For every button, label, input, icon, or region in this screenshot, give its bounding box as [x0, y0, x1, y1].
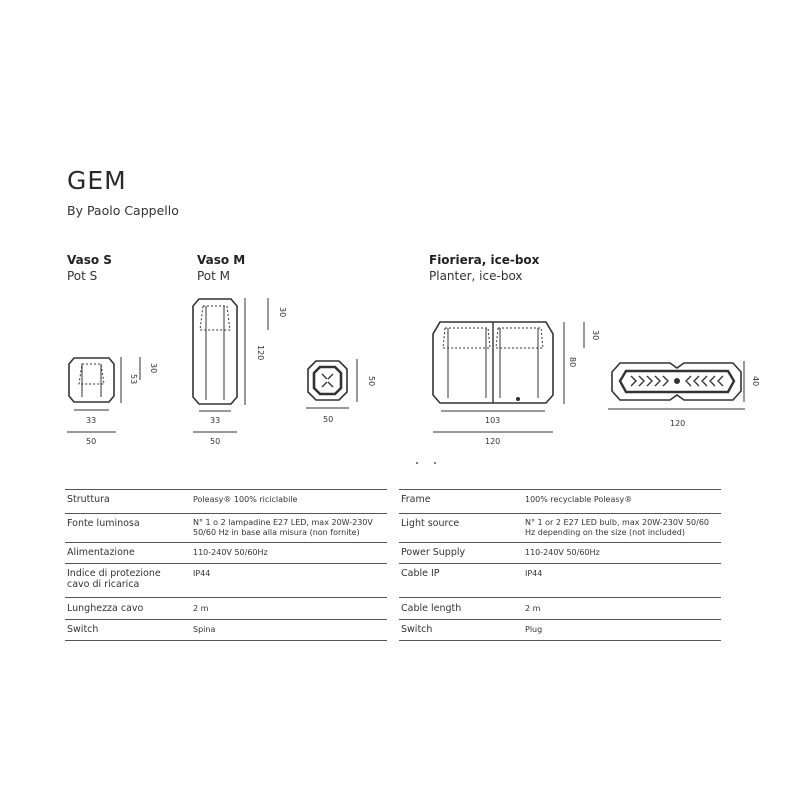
spec-label: Cable IP [401, 568, 440, 579]
spec-row [65, 620, 387, 641]
spec-value: 110-240V 50/60Hz [193, 548, 268, 557]
spec-row [65, 514, 387, 543]
vaso-m-top-dim-width: 50 [323, 415, 334, 424]
vaso-s-drawing [67, 357, 140, 432]
planter-label-en: Planter, ice-box [429, 269, 523, 283]
spec-row [399, 598, 721, 620]
vaso-m-dim-top: 30 [278, 307, 287, 318]
spec-label: Alimentazione [67, 547, 135, 558]
spec-value: IP44 [193, 569, 211, 578]
spec-value: 2 m [193, 604, 209, 613]
spec-label: Power Supply [401, 547, 466, 558]
spec-value: IP44 [525, 569, 543, 578]
vaso-s-dim-outer-width: 50 [86, 437, 97, 446]
planter-dim-top: 30 [591, 330, 600, 341]
planter-drawing [433, 322, 584, 432]
vaso-s-dim-height: 53 [129, 374, 138, 385]
planter-dim-height: 80 [568, 357, 577, 368]
vaso-m-top-dim-height: 50 [367, 376, 376, 387]
vaso-m-label-it: Vaso M [197, 253, 246, 267]
spec-row [65, 564, 387, 598]
spec-label: Fonte luminosa [67, 518, 140, 529]
vaso-m-label-en: Pot M [197, 269, 231, 283]
spec-label: Struttura [67, 494, 110, 505]
vaso-s-label-it: Vaso S [67, 253, 112, 267]
stray-marks [416, 462, 436, 464]
spec-value: 100% recyclable Poleasy® [525, 495, 633, 504]
spec-table-italian [65, 489, 387, 641]
spec-value: Spina [193, 625, 216, 634]
planter-label-it: Fioriera, ice-box [429, 253, 540, 267]
spec-row [399, 490, 721, 514]
vaso-s-label-en: Pot S [67, 269, 98, 283]
spec-row [399, 564, 721, 598]
spec-value: Plug [525, 625, 543, 634]
vaso-m-dim-outer-width: 50 [210, 437, 221, 446]
spec-row [399, 514, 721, 543]
planter-top-dim-height: 40 [751, 376, 760, 387]
vaso-m-drawing [193, 298, 268, 432]
spec-row [65, 543, 387, 564]
spec-row [65, 490, 387, 514]
vaso-s-dim-inner-width: 33 [86, 416, 97, 425]
spec-table-english [399, 489, 721, 641]
spec-label: Switch [401, 624, 433, 635]
spec-value: 110-240V 50/60Hz [525, 548, 600, 557]
planter-top-dim-width: 120 [670, 419, 686, 428]
spec-label: Light source [401, 518, 460, 529]
planter-dim-outer-width: 120 [485, 437, 501, 446]
vaso-s-dim-top: 30 [149, 363, 158, 374]
designer-credit: By Paolo Cappello [67, 203, 179, 218]
spec-value: N° 1 o 2 lampadine E27 LED, max 20W-230V 50/60 Hz in base alla misura (non fornite) [193, 518, 373, 537]
page-title: GEM [67, 166, 127, 195]
spec-label: Switch [67, 624, 99, 635]
spec-label: Indice di protezione cavo di ricarica [67, 568, 161, 590]
spec-value: N° 1 or 2 E27 LED bulb, max 20W-230V 50/60 Hz depending on the size (not included) [525, 518, 710, 537]
spec-label: Frame [401, 494, 431, 505]
vaso-m-top-view [306, 359, 357, 408]
planter-dim-inner-width: 103 [485, 416, 501, 425]
vaso-m-dim-height: 120 [256, 345, 265, 361]
spec-row [65, 598, 387, 620]
planter-top-view [608, 361, 745, 409]
vaso-m-dim-inner-width: 33 [210, 416, 221, 425]
spec-label: Lunghezza cavo [67, 603, 144, 614]
spec-row [399, 543, 721, 564]
spec-row [399, 620, 721, 641]
spec-label: Cable length [401, 603, 462, 614]
spec-value: Poleasy® 100% riciclabile [193, 495, 298, 504]
spec-value: 2 m [525, 604, 541, 613]
